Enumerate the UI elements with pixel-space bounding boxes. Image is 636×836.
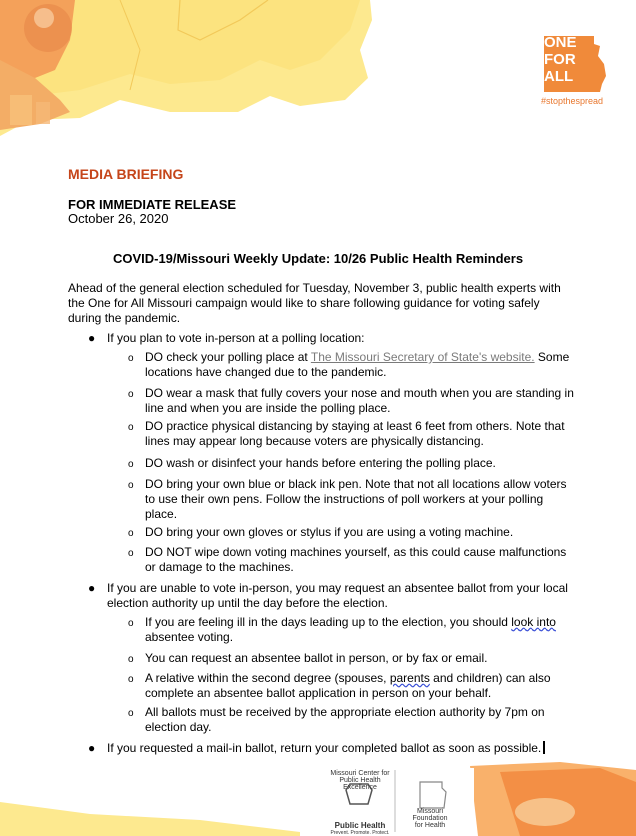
bullet-text-row[interactable]: [107, 741, 577, 756]
document-title: COVID-19/Missouri Weekly Update: 10/26 Public Health Reminders: [112, 251, 524, 266]
sub-bullet-marker: o: [128, 528, 134, 539]
sub-bullet-item: [145, 615, 575, 645]
sub-bullet-marker: o: [128, 353, 134, 364]
bullet-marker: ●: [88, 331, 96, 345]
sub-bullet-text: Some locations have changed due to the pandemic.: [145, 350, 570, 379]
sub-bullet-marker: o: [128, 422, 134, 433]
media-briefing-heading: MEDIA BRIEFING: [68, 166, 184, 182]
sub-bullet-marker: o: [128, 459, 134, 470]
sub-bullet-text: DO check your polling place at: [145, 350, 311, 364]
sub-bullet-text: If you are feeling ill in the days leading up to the election, you should: [145, 615, 512, 629]
sub-bullet-item: DO bring your own blue or black ink pen. Note that not all locations allow voters to use their own pens. Follow the instructions of poll workers at your polling place.: [145, 477, 567, 521]
bullet-marker: ●: [88, 581, 96, 595]
sub-bullet-item: DO NOT wipe down voting machines yourself, as this could cause malfunctions or damage to the machines.: [145, 545, 567, 574]
sub-bullet-marker: o: [128, 708, 134, 719]
bullet-text: If you are unable to vote in-person, you may request an absentee ballot from your local election authority up until the day before the election.: [107, 581, 568, 610]
sub-bullet-item: [145, 350, 575, 380]
logo-text: ONE FOR ALL: [544, 34, 577, 85]
release-date: October 26, 2020: [68, 211, 169, 226]
intro-paragraph: Ahead of the general election scheduled for Tuesday, November 3, public health experts with the One for All Missouri campaign would like to share following guidance for voting safely during the pandemic.: [68, 281, 561, 325]
sub-bullet-marker: o: [128, 389, 134, 400]
missouri-foundation-logo: Missouri Foundation for Health: [412, 808, 448, 829]
hashtag: #stopthespread: [541, 96, 604, 106]
public-health-logo: Missouri Center for Public Health Excellence Public Health Prevent. Promote. Protect.: [330, 770, 390, 836]
sub-bullet-marker: o: [128, 548, 134, 559]
sub-bullet-marker: o: [128, 654, 134, 665]
footer-artwork: [0, 762, 636, 836]
sub-bullet-text: A relative within the second degree (spouses,: [145, 671, 390, 685]
bullet-text: If you plan to vote in-person at a polling location:: [107, 331, 365, 345]
sub-bullet-item: DO wash or disinfect your hands before entering the polling place.: [145, 456, 496, 470]
text-cursor: [543, 741, 545, 754]
bullet-marker: ●: [88, 741, 96, 755]
sub-bullet-item: You can request an absentee ballot in person, or by fax or email.: [145, 651, 488, 665]
secretary-of-state-link[interactable]: The Missouri Secretary of State's website.: [310, 350, 535, 364]
sub-bullet-text: absentee voting.: [145, 630, 234, 644]
sub-bullet-item: DO wear a mask that fully covers your nose and mouth when you are standing in line and when you are inside the polling place.: [145, 386, 574, 415]
sub-bullet-text: and children) can also complete an absentee ballot application in person on your behalf.: [145, 671, 551, 700]
sub-bullet-item: DO bring your own gloves or stylus if you are using a voting machine.: [145, 525, 514, 539]
bullet-text: If you requested a mail-in ballot, return your completed ballot as soon as possible.: [107, 741, 542, 755]
sub-bullet-item: DO practice physical distancing by staying at least 6 feet from others. Note that lines may appear long because voters are physically distancing.: [145, 419, 565, 448]
sub-bullet-marker: o: [128, 618, 134, 629]
sub-bullet-item: [145, 671, 575, 701]
release-label: FOR IMMEDIATE RELEASE: [68, 197, 237, 212]
sub-bullet-marker: o: [128, 480, 134, 491]
grammar-flag[interactable]: look into: [511, 615, 556, 629]
grammar-flag[interactable]: parents: [389, 671, 430, 685]
sub-bullet-item: All ballots must be received by the appropriate election authority by 7pm on election day.: [145, 705, 545, 734]
sub-bullet-marker: o: [128, 674, 134, 685]
